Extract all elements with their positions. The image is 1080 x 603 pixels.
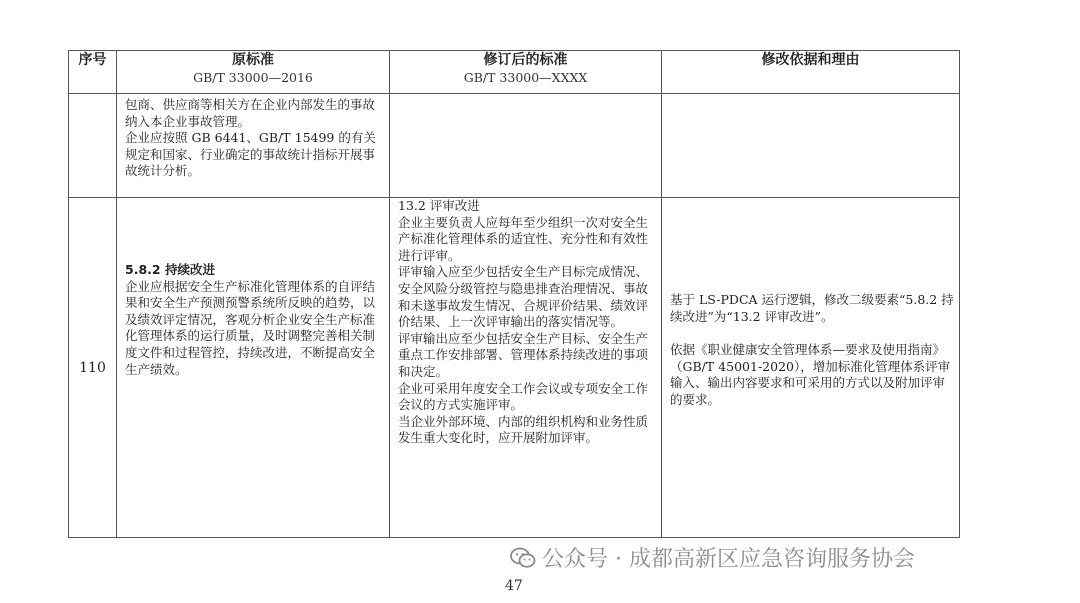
revised-clause-title: 13.2 评审改进: [398, 198, 480, 213]
table-row: [69, 198, 960, 538]
revised-cell: [390, 198, 662, 538]
revised-cell: [390, 94, 662, 198]
header-reason: 修改依据和理由: [662, 51, 960, 94]
table-row: [69, 94, 960, 198]
original-paragraph: 包商、供应商等相关方在企业内部发生的事故纳入本企业事故管理。: [125, 97, 376, 129]
original-cell: [117, 198, 390, 538]
original-paragraph: 企业应根据安全生产标准化管理体系的自评结果和安全生产预测预警系统所反映的趋势，以及绩效评定情况，客观分析企业安全生产标准化管理体系的运行质量，及时调整完善相关制度文件和过程管控，持续改进，不断提高安全生产绩效。: [125, 278, 376, 377]
watermark-text: 公众号 · 成都高新区应急咨询服务协会: [542, 547, 915, 572]
reason-cell: [662, 94, 960, 198]
revised-paragraph: 评审输入应至少包括安全生产目标完成情况、安全风险分级管控与隐患排查治理情况、事故和未遂事故发生情况、合规评价结果、绩效评价结果、上一次评审输出的落实情况等。: [398, 264, 649, 330]
table-header-row: [69, 51, 960, 94]
reason-paragraph: 依据《职业健康安全管理体系—要求及使用指南》（GB/T 45001-2020），增加标准化管理体系评审输入、输出内容要求和可采用的方式以及附加评审的要求。: [670, 342, 951, 407]
row-seq-cell: [69, 94, 117, 198]
header-seq: 序号: [69, 51, 117, 94]
original-paragraph: 企业应按照 GB 6441、GB/T 15499 的有关规定和国家、行业确定的事故统计指标开展事故统计分析。: [125, 130, 376, 179]
original-cell: [117, 94, 390, 198]
header-revised: 修订后的标准 GB/T 33000—XXXX: [390, 51, 662, 94]
reason-cell: [662, 198, 960, 538]
revised-paragraph: 当企业外部环境、内部的组织机构和业务性质发生重大变化时，应开展附加评审。: [398, 413, 649, 446]
wechat-icon: [510, 547, 536, 569]
original-clause-title: 5.8.2 持续改进: [125, 262, 215, 277]
header-original: 原标准 GB/T 33000—2016: [117, 51, 390, 94]
revised-paragraph: 评审输出应至少包括安全生产目标、安全生产重点工作安排部署、管理体系持续改进的事项和决定。: [398, 330, 649, 379]
reason-paragraph: 基于 LS-PDCA 运行逻辑，修改二级要素“5.8.2 持续改进”为“13.2 评审改进”。: [670, 292, 954, 324]
watermark: [510, 542, 915, 573]
revised-paragraph: 企业主要负责人应每年至少组织一次对安全生产标准化管理体系的适宜性、充分性和有效性进行评审。: [398, 214, 649, 263]
row-seq-cell: 110: [69, 198, 117, 538]
standards-comparison-table: [68, 50, 960, 538]
revised-paragraph: 企业可采用年度安全工作会议或专项安全工作会议的方式实施评审。: [398, 380, 649, 413]
page-number: 47: [505, 578, 523, 594]
